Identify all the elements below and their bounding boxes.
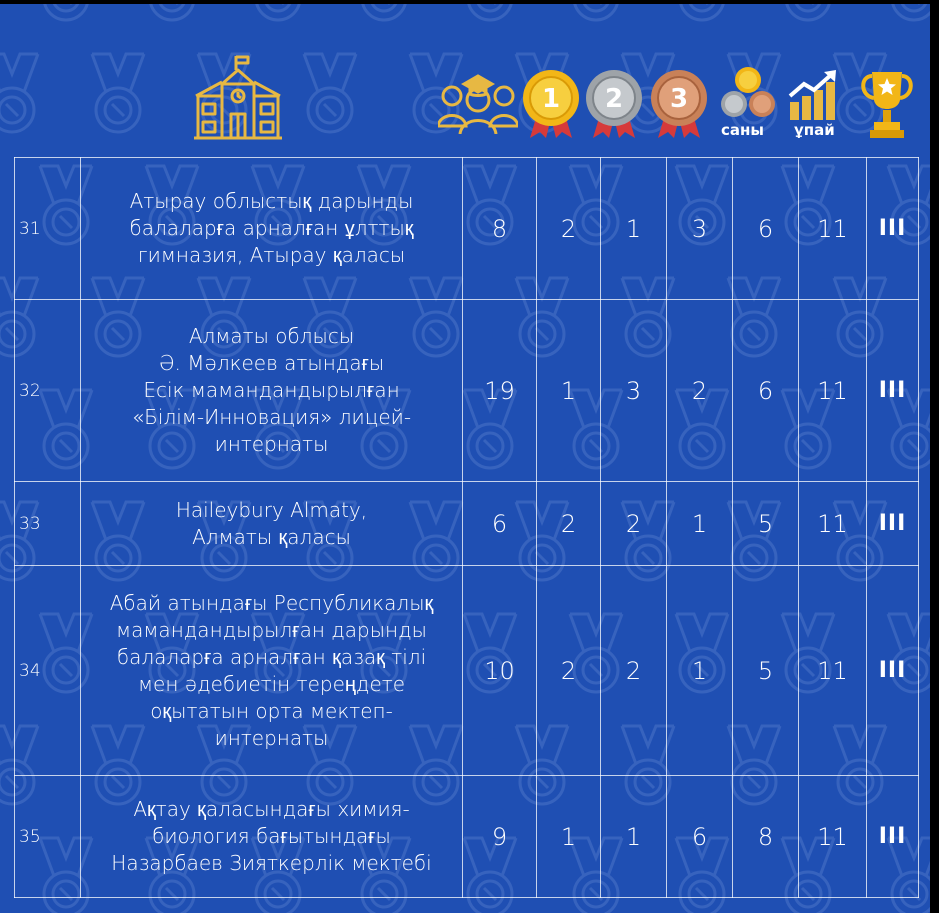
results-poster — [0, 4, 930, 913]
bronze-count: 2 — [667, 300, 733, 482]
silver-count: 1 — [601, 776, 667, 898]
place-value: III — [867, 776, 919, 898]
medal-watermark-icon — [888, 4, 930, 20]
school-name — [81, 158, 463, 300]
school-name-line: Абай атындағы Республикалық — [109, 590, 434, 615]
bronze-medal-icon — [648, 68, 710, 140]
place-value: III — [867, 566, 919, 776]
count-label: саны — [721, 121, 764, 139]
points-value: 11 — [799, 300, 867, 482]
silver-count: 2 — [601, 566, 667, 776]
row-number: 31 — [15, 158, 81, 300]
silver-count: 3 — [601, 300, 667, 482]
points-value: 11 — [799, 158, 867, 300]
school-name — [81, 482, 463, 566]
medal-total: 8 — [733, 776, 799, 898]
bronze-count: 1 — [667, 482, 733, 566]
table-row — [15, 566, 919, 776]
growth-chart-icon — [788, 70, 840, 120]
school-name-line: интернаты — [214, 725, 329, 750]
gold-medal-icon — [520, 68, 582, 140]
medal-watermark-icon — [92, 54, 144, 132]
medal-total: 6 — [733, 300, 799, 482]
participants-count: 19 — [463, 300, 537, 482]
medal-stack-icon — [718, 66, 778, 122]
participants-group-icon — [438, 70, 518, 134]
school-name-line: биология бағытындағы — [152, 824, 391, 848]
school-name-line: Алматы облысы — [188, 324, 355, 348]
gold-count: 1 — [537, 776, 601, 898]
points-value: 11 — [799, 566, 867, 776]
school-name — [81, 300, 463, 482]
medal-total: 5 — [733, 566, 799, 776]
school-name-line: мен әдебиетін тереңдете — [137, 671, 406, 696]
school-name-line: Ақтау қаласындағы химия- — [133, 797, 410, 821]
medal-watermark-icon — [358, 4, 410, 20]
silver-medal-number: 2 — [604, 84, 624, 114]
row-number: 34 — [15, 566, 81, 776]
trophy-icon — [858, 66, 916, 140]
results-table — [14, 157, 919, 898]
bronze-medal-number: 3 — [669, 84, 689, 114]
medal-watermark-icon — [676, 4, 728, 20]
school-name — [81, 776, 463, 898]
school-name-line: «Білім-Инновация» лицей- — [131, 405, 412, 429]
gold-count: 2 — [537, 566, 601, 776]
points-label: ұпай — [794, 121, 835, 139]
participants-count: 9 — [463, 776, 537, 898]
school-name-line: балаларға арналған қазақ тілі — [116, 644, 427, 669]
school-name-line: Атырау облыстық дарынды — [129, 189, 414, 213]
participants-count: 10 — [463, 566, 537, 776]
school-name-line: Ә. Мәлкеев атындағы — [158, 351, 385, 375]
school-name-line: Haileybury Almaty, — [175, 497, 368, 522]
table-row — [15, 776, 919, 898]
medal-total: 6 — [733, 158, 799, 300]
silver-medal-icon — [583, 68, 645, 140]
school-name-line: мамандандырылған дарынды — [116, 617, 427, 642]
school-name-line: Назарбаев Зияткерлік мектебі — [111, 851, 432, 875]
row-number: 33 — [15, 482, 81, 566]
bronze-count: 1 — [667, 566, 733, 776]
bronze-count: 3 — [667, 158, 733, 300]
medal-watermark-icon — [782, 4, 834, 20]
school-name-line: интернаты — [214, 432, 329, 456]
medal-total: 5 — [733, 482, 799, 566]
school-name-line: балаларға арналған ұлттық — [129, 216, 414, 240]
gold-medal-number: 1 — [541, 84, 561, 114]
points-value: 11 — [799, 776, 867, 898]
silver-count: 2 — [601, 482, 667, 566]
medal-watermark-icon — [570, 4, 622, 20]
participants-count: 6 — [463, 482, 537, 566]
school-name-line: оқытатын орта мектеп- — [150, 698, 393, 723]
table-row — [15, 300, 919, 482]
school-building-icon — [192, 54, 284, 140]
medal-watermark-icon — [40, 4, 92, 20]
medal-watermark-icon — [0, 54, 38, 132]
place-value: III — [867, 158, 919, 300]
table-row — [15, 158, 919, 300]
place-value: III — [867, 482, 919, 566]
table-row — [15, 482, 919, 566]
points-value: 11 — [799, 482, 867, 566]
school-name — [81, 566, 463, 776]
school-name-line: Есік мамандандырылған — [143, 378, 400, 402]
medal-watermark-icon — [146, 4, 198, 20]
school-name-line: гимназия, Атырау қаласы — [137, 243, 406, 267]
medal-watermark-icon — [252, 4, 304, 20]
medal-watermark-icon — [464, 4, 516, 20]
silver-count: 1 — [601, 158, 667, 300]
gold-count: 2 — [537, 158, 601, 300]
gold-count: 2 — [537, 482, 601, 566]
gold-count: 1 — [537, 300, 601, 482]
place-value: III — [867, 300, 919, 482]
bronze-count: 6 — [667, 776, 733, 898]
school-name-line: Алматы қаласы — [192, 524, 351, 549]
medal-watermark-icon — [304, 54, 356, 132]
row-number: 32 — [15, 300, 81, 482]
participants-count: 8 — [463, 158, 537, 300]
row-number: 35 — [15, 776, 81, 898]
